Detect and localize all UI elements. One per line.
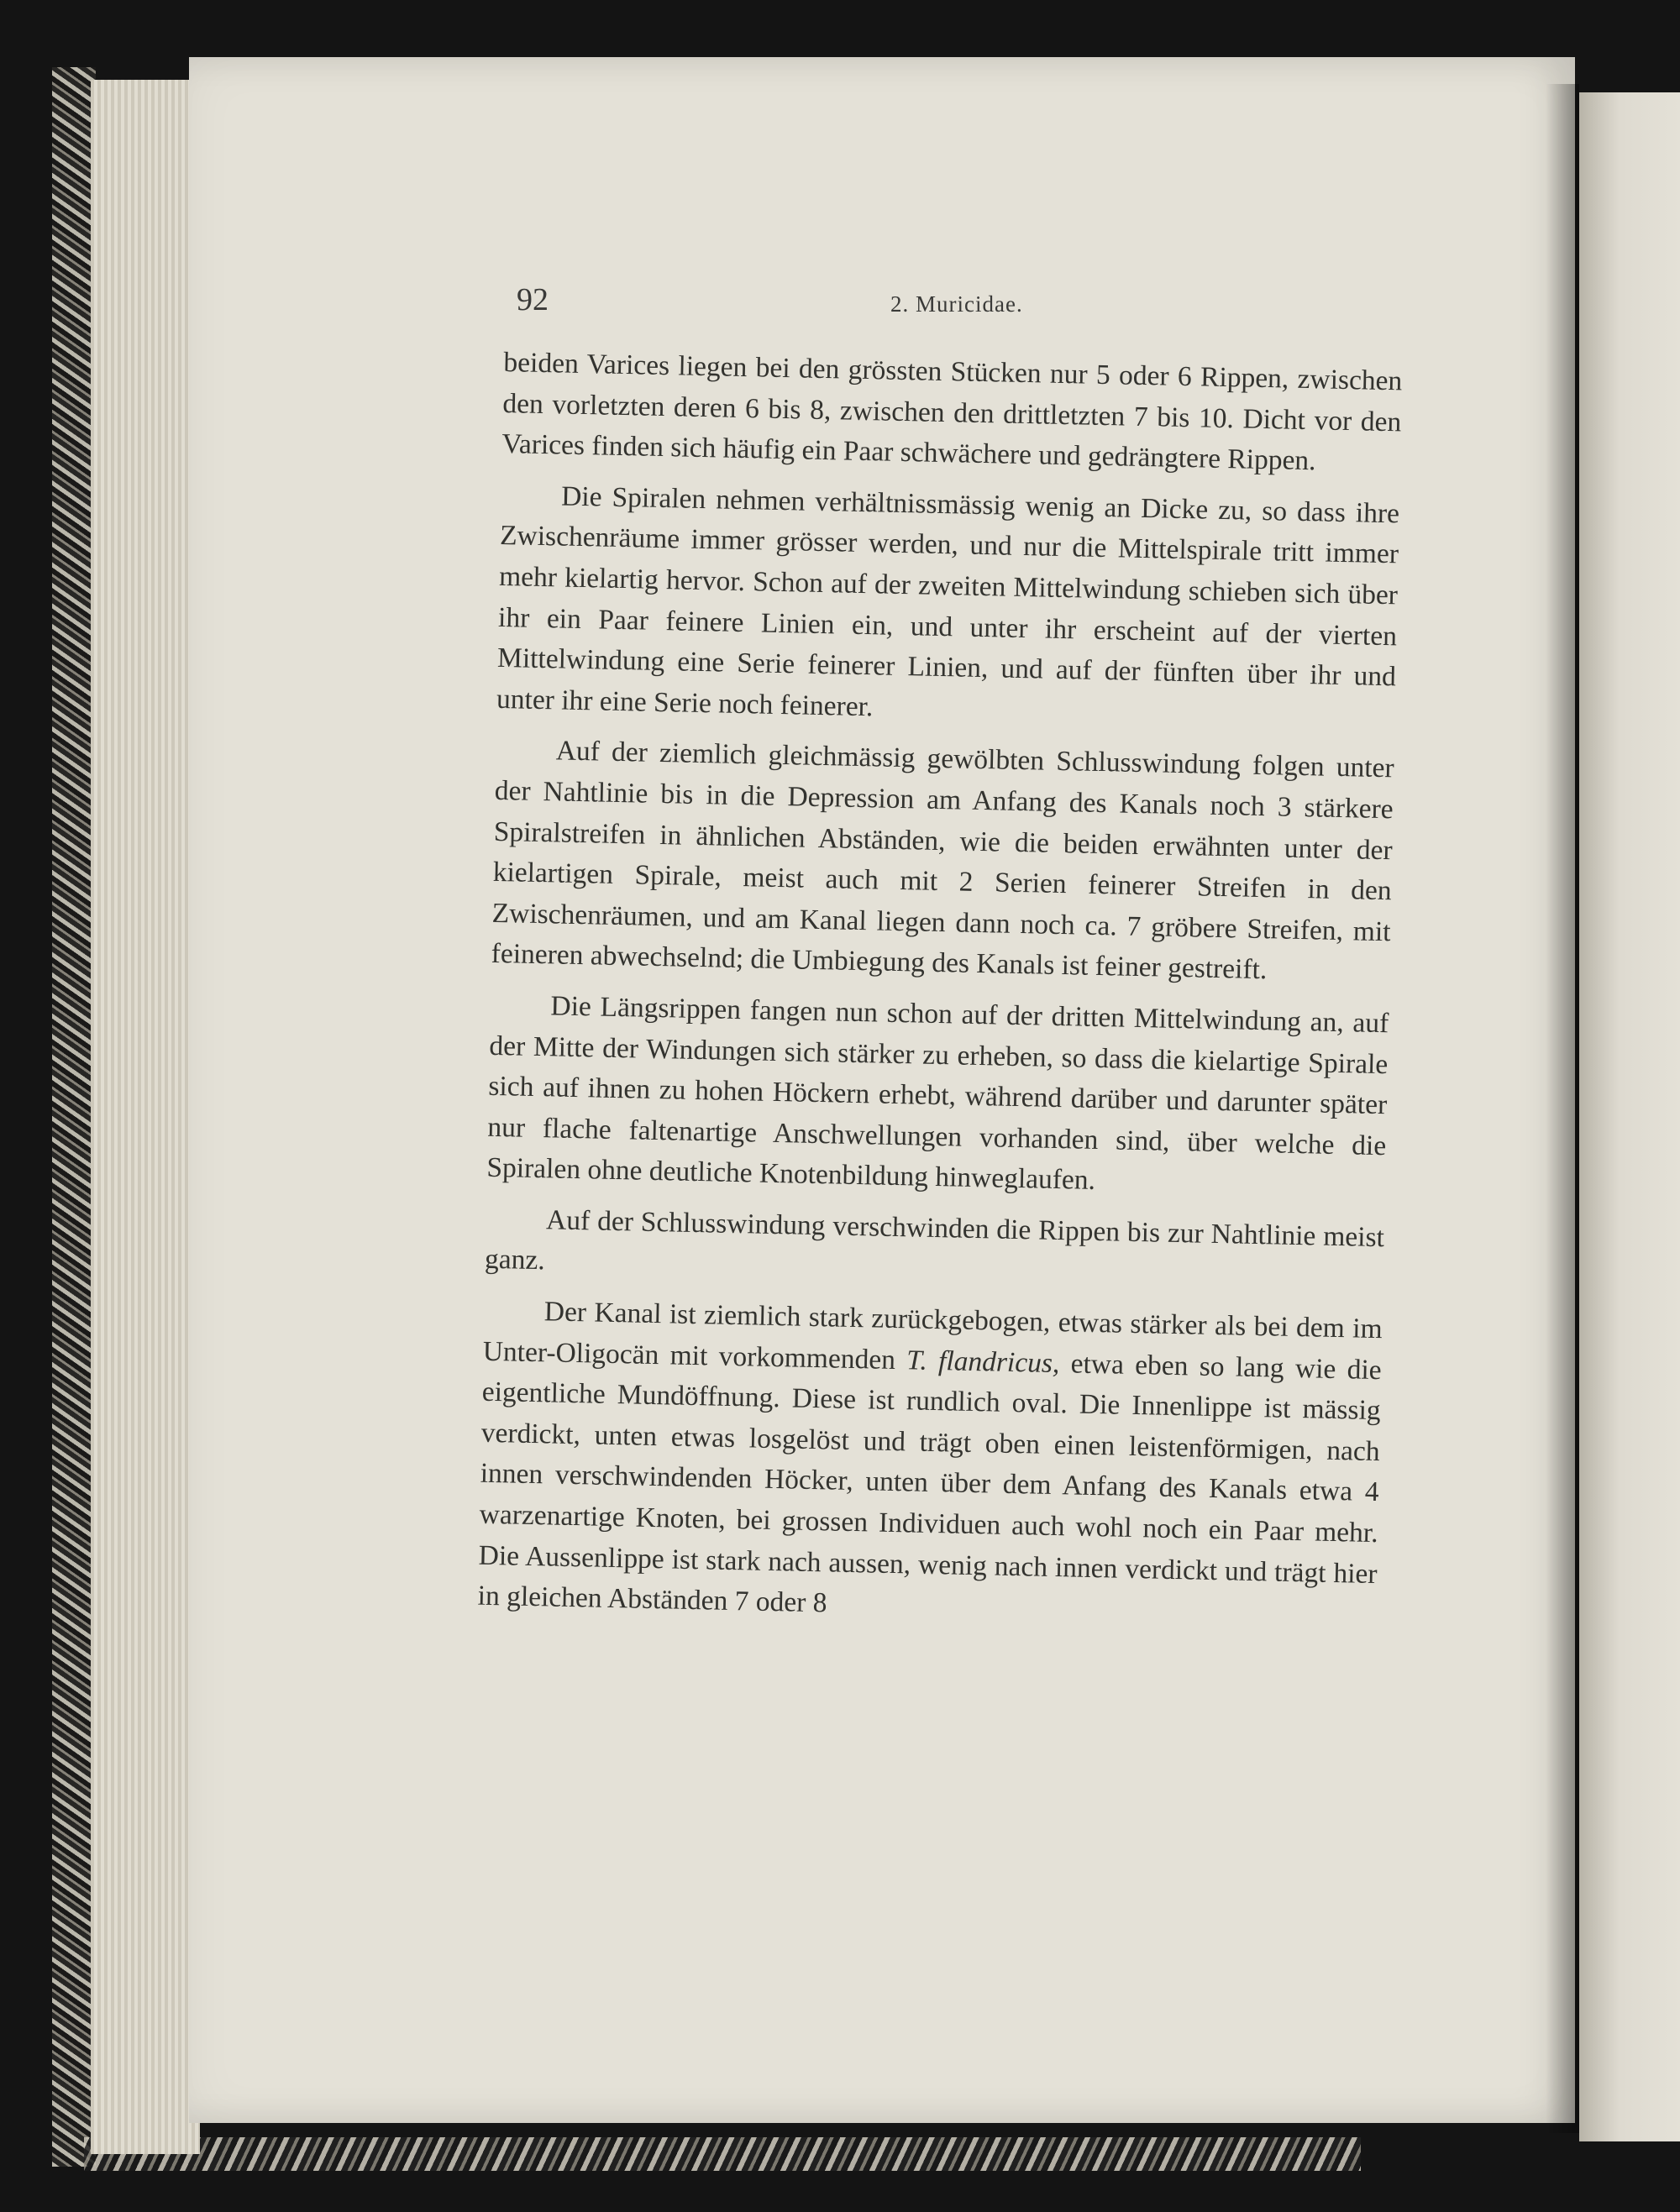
species-name: T. flandricus, — [906, 1344, 1060, 1379]
book-binding-left — [52, 67, 96, 2167]
book-binding-bottom — [84, 2137, 1361, 2171]
paragraph-6 — [477, 1291, 1383, 1636]
page-edges — [91, 80, 200, 2154]
paragraph-6-start: Der Kanal ist ziemlich stark zurückgebogen, etwas stärker als bei dem im Unter-Oligocän mit vorkommenden — [482, 1296, 1383, 1376]
paragraph-4: Die Längsrippen fangen nun schon auf der dritten Mittelwindung an, auf der Mitte der Windungen sich stärker zu erheben, so dass die kielartige Spirale sich auf ihnen zu hohen Höckern erhebt, während darüber und darunter später nur flache faltenartige Anschwellungen vorhanden sind, über welche die Spiralen ohne deutliche Knotenbildung hinweglaufen. — [486, 990, 1389, 1197]
next-page-edge — [1579, 92, 1680, 2141]
paragraph-3: Auf der ziemlich gleichmässig gewölbten Schlusswindung folgen unter der Nahtlinie bis in die Depression am Anfang des Kanals noch 3 stärkere Spiralstreifen in ähnlichen Abständen, wie die beiden erwähnten unter der kielartigen Spirale, meist auch mit 2 Serien feinerer Streifen in den Zwischenräumen, und am Kanal liegen dann noch ca. 7 gröbere Streifen, mit feineren abwechselnd; die Umbiegung des Kanals ist feiner gestreift. — [491, 735, 1394, 986]
paragraph-5: Auf der Schlusswindung verschwinden die Rippen bis zur Nahtlinie meist ganz. — [484, 1204, 1385, 1276]
page-number: 92 — [517, 282, 549, 317]
paragraph-6-end: etwa eben so lang wie die eigentliche Mundöffnung. Diese ist rundlich oval. Die Innenlippe ist mässig verdickt, unten etwas losgelöst und trägt oben einen leistenförmigen, nach innen verschwindenden Höcker, unten über dem Anfang des Kanals etwa 4 warzenartige Knoten, bei grossen Individuen auch wohl noch ein Paar mehr. Die Aussenlippe ist stark nach aussen, wenig nach innen verdickt und trägt hier in gleichen Abständen 7 oder 8 — [477, 1347, 1383, 1619]
page-header — [517, 281, 1407, 332]
paragraph-2: Die Spiralen nehmen verhältnissmässig wenig an Dicke zu, so dass ihre Zwischenräume immer grösser werden, und nur die Mittelspirale tritt immer mehr kielartig hervor. Schon auf der zweiten Mittelwindung schieben sich über ihr ein Paar feinere Linien ein, und unter ihr erscheint auf der vierten Mittelwindung eine Serie feinerer Linien, und auf der fünften über ihr und unter ihr eine Serie noch feinerer. — [496, 480, 1400, 723]
running-head: 2. Muricidae. — [890, 291, 1023, 317]
spine-shadow — [1546, 84, 1579, 2133]
body-text — [477, 343, 1403, 1646]
paragraph-1: beiden Varices liegen bei den grössten Stücken nur 5 oder 6 Rippen, zwischen den vorletzten deren 6 bis 8, zwischen den drittletzten 7 bis 10. Dicht vor den Varices finden sich häufig ein Paar schwächere und gedrängtere Rippen. — [501, 346, 1403, 477]
